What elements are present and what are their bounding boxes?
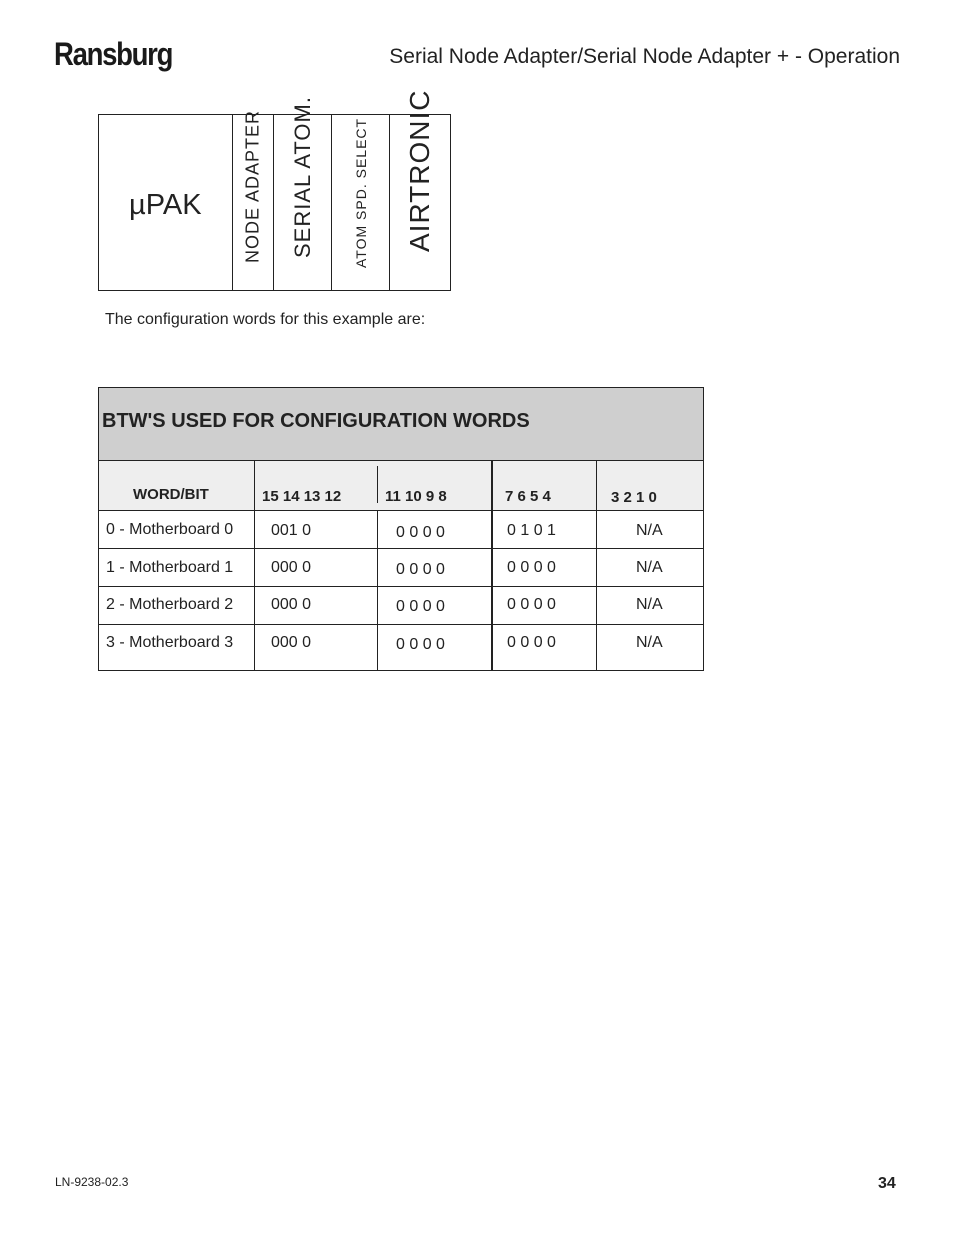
bits-3-0-cell: N/A — [636, 634, 663, 651]
table-row — [99, 549, 703, 587]
bits-7-4-cell: 0 0 0 0 — [507, 559, 556, 576]
module-slot-label: ATOM SPD. SELECT — [352, 117, 369, 268]
bits-7-4-cell: 0 0 0 0 — [507, 634, 556, 651]
word-cell: 0 - Motherboard 0 — [106, 521, 234, 538]
module-slot-airtronic — [390, 89, 450, 290]
column-divider — [377, 511, 378, 671]
document-title: Serial Node Adapter/Serial Node Adapter + - Operation — [389, 45, 900, 68]
bits-3-0-cell: N/A — [636, 522, 663, 539]
module-diagram — [98, 89, 451, 291]
module-main — [99, 115, 233, 290]
table-title-bar — [99, 388, 703, 461]
column-divider — [254, 461, 255, 671]
column-divider — [596, 461, 597, 671]
table-row — [99, 587, 703, 625]
module-main-label: µPAK — [129, 189, 202, 221]
bits-11-8-cell: 0 0 0 0 — [396, 598, 445, 615]
word-cell: 2 - Motherboard 2 — [106, 596, 234, 613]
module-slot-serial-atom — [274, 96, 332, 290]
table-row — [99, 625, 703, 670]
bits-11-8-cell: 0 0 0 0 — [396, 524, 445, 541]
page-number: 34 — [878, 1175, 896, 1192]
column-header-bits-11-8: 11 10 9 8 — [385, 488, 447, 505]
bits-3-0-cell: N/A — [636, 559, 663, 576]
module-slot-label: NODE ADAPTER — [242, 109, 263, 263]
bits-3-0-cell: N/A — [636, 596, 663, 613]
table-header-row — [99, 461, 703, 511]
module-slot-atom-speed-select — [332, 115, 390, 290]
example-caption: The configuration words for this example are: — [105, 311, 426, 328]
column-divider — [491, 461, 493, 671]
column-header-word-bit: WORD/BIT — [133, 486, 209, 503]
table-row — [99, 511, 703, 549]
column-header-bits-3-0: 3 2 1 0 — [611, 489, 657, 506]
bits-15-12-cell: 000 0 — [271, 596, 312, 613]
bits-15-12-cell: 001 0 — [271, 522, 312, 539]
word-cell: 1 - Motherboard 1 — [106, 559, 234, 576]
module-slot-label: SERIAL ATOM. — [289, 96, 315, 258]
column-header-bits-7-4: 7 6 5 4 — [505, 488, 551, 505]
bits-7-4-cell: 0 1 0 1 — [507, 522, 556, 539]
bits-11-8-cell: 0 0 0 0 — [396, 636, 445, 653]
table-title: BTW'S USED FOR CONFIGURATION WORDS — [102, 410, 530, 432]
word-cell: 3 - Motherboard 3 — [106, 634, 234, 651]
module-slot-node-adapter — [233, 109, 274, 290]
configuration-table — [98, 387, 704, 671]
bits-15-12-cell: 000 0 — [271, 634, 312, 651]
column-divider — [377, 466, 378, 503]
brand-logo: Ransburg — [54, 36, 173, 72]
bits-11-8-cell: 0 0 0 0 — [396, 561, 445, 578]
bits-15-12-cell: 000 0 — [271, 559, 312, 576]
module-slot-label: AIRTRONIC — [404, 89, 435, 252]
document-number: LN-9238-02.3 — [55, 1175, 129, 1189]
column-header-bits-15-12: 15 14 13 12 — [262, 488, 342, 505]
bits-7-4-cell: 0 0 0 0 — [507, 596, 556, 613]
